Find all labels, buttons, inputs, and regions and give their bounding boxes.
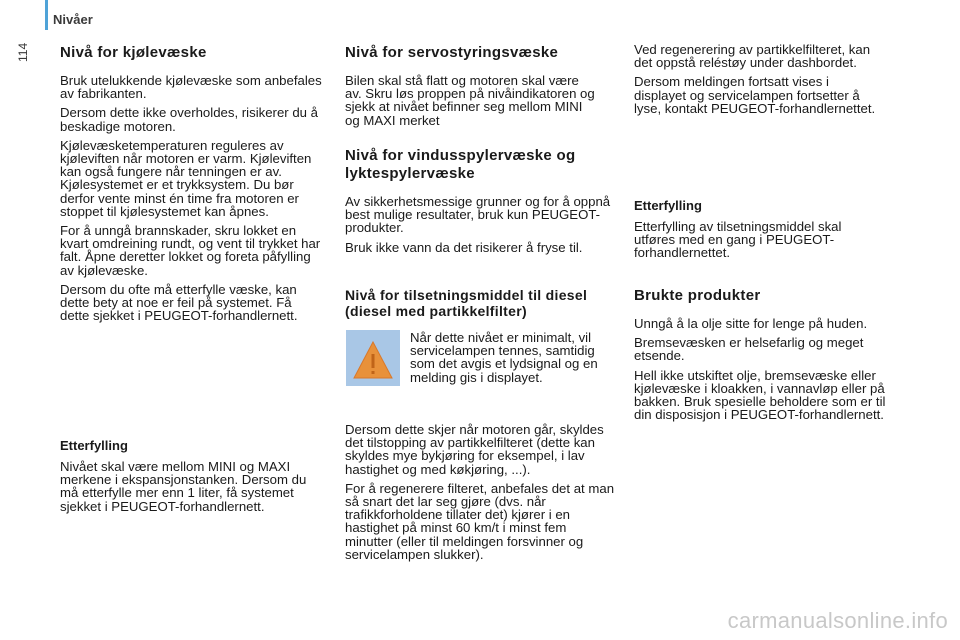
regeneration-para-2: Dersom meldingen fortsatt vises i displayet og servicelampen fortsetter å lyse, kontakt PEUGEOT-forhandlernettet. [634, 74, 876, 116]
used-para-1: Unngå å la olje sitte for lenge på huden. [634, 316, 868, 331]
column-regeneration [634, 43, 904, 121]
coolant-para-2: Dersom dette ikke overholdes, risikerer du å beskadige motoren. [60, 105, 318, 134]
used-products-title: Brukte produkter [634, 287, 761, 304]
page-number: 114 [16, 42, 30, 62]
watermark: carmanualsonline.info [727, 608, 948, 633]
header-accent-bar [45, 0, 48, 30]
warning-box [346, 330, 400, 386]
additive-para-2: For å regenerere filteret, anbefales det at man så snart det lar seg gjøre (dvs. når trafikkforholdene tillater det) kjører i en hastighet på minst 60 km/t i minst fem minutter (eller til meldingen forsvinner og servicelampen slukker). [345, 480, 615, 562]
column-additive [345, 287, 615, 319]
regeneration-para-1: Ved regenerering av partikkelfilteret, kan det oppstå reléstøy under dashbordet. [634, 42, 871, 71]
power-steering-title: Nivå for servostyringsvæske [345, 44, 559, 61]
column-used-products [634, 287, 906, 427]
column-coolant [60, 44, 328, 328]
washer-para-2: Bruk ikke vann da det risikerer å fryse til. [345, 239, 583, 255]
column-washer [345, 147, 613, 260]
coolant-para-3: Kjølevæsketemperaturen reguleres av kjøleviften når motoren er varm. Kjøleviften kan også fungere når tenningen er av. Kjølesystemet er et trykksystem. Du bør derfor vente minst én time fra motoren er stoppet til kjølesystemet kan åpnes. [60, 137, 312, 219]
used-para-3: Hell ikke utskiftet olje, bremsevæske eller kjølevæske i kloakken, i vannavløp eller på bakken. Bruk spesielle beholdere som er til din disposisjon i PEUGEOT-forhandlernett. [634, 367, 886, 423]
coolant-refill-text: Nivået skal være mellom MINI og MAXI merkene i ekspansjonstanken. Dersom du må etterfylle mer enn 1 liter, få systemet sjekket i PEUGEOT-forhandlernett. [60, 459, 307, 514]
coolant-para-1: Bruk utelukkende kjølevæske som anbefales av fabrikanten. [60, 73, 322, 102]
coolant-para-5: Dersom du ofte må etterfylle væske, kan dette bety at noe er feil på systemet. Få dette sjekket i PEUGEOT-forhandlernett. [60, 281, 298, 324]
additive-title: Nivå for tilsetningsmiddel til diesel (diesel med partikkelfilter) [345, 287, 588, 319]
coolant-refill [60, 438, 328, 519]
warning-paragraph: Når dette nivået er minimalt, vil servicelampen tennes, samtidig som det avgis et lydsignal og en melding gis i displayet. [410, 330, 598, 385]
additive-refill [634, 198, 904, 266]
washer-title: Nivå for vindusspylervæske og lyktespylervæske [345, 147, 576, 182]
additive-refill-text: Etterfylling av tilsetningsmiddel skal utføres med en gang i PEUGEOT-forhandlernettet. [634, 219, 842, 261]
warning-triangle-icon [346, 330, 400, 386]
additive-body [345, 423, 617, 567]
column-power-steering [345, 44, 613, 133]
coolant-para-4: For å unngå brannskader, skru lokket en kvart omdreining rundt, og vent til trykket har falt. Åpne deretter lokket og foreta påfylling av kjølevæske. [60, 223, 321, 278]
power-steering-text: Bilen skal stå flatt og motoren skal være av. Skru løs proppen på nivåindikatoren og sjekk at nivået befinner seg mellom MINI og MAXI merket [345, 73, 595, 128]
additive-para-1: Dersom dette skjer når motoren går, skyldes det tilstopping av partikkelfilteret (dette kan skyldes mye bykjøring for eksempel, i lav hastighet og med køkjøring, ...). [345, 422, 604, 477]
section-label: Nivåer [53, 12, 93, 27]
warning-text [410, 331, 610, 390]
coolant-refill-title: Etterfylling [60, 438, 128, 453]
coolant-title: Nivå for kjølevæske [60, 44, 207, 61]
washer-para-1: Av sikkerhetsmessige grunner og for å oppnå best mulige resultater, bruk kun PEUGEOT-produkter. [345, 194, 611, 236]
additive-refill-title: Etterfylling [634, 198, 702, 213]
used-para-2: Bremsevæsken er helsefarlig og meget etsende. [634, 335, 864, 364]
